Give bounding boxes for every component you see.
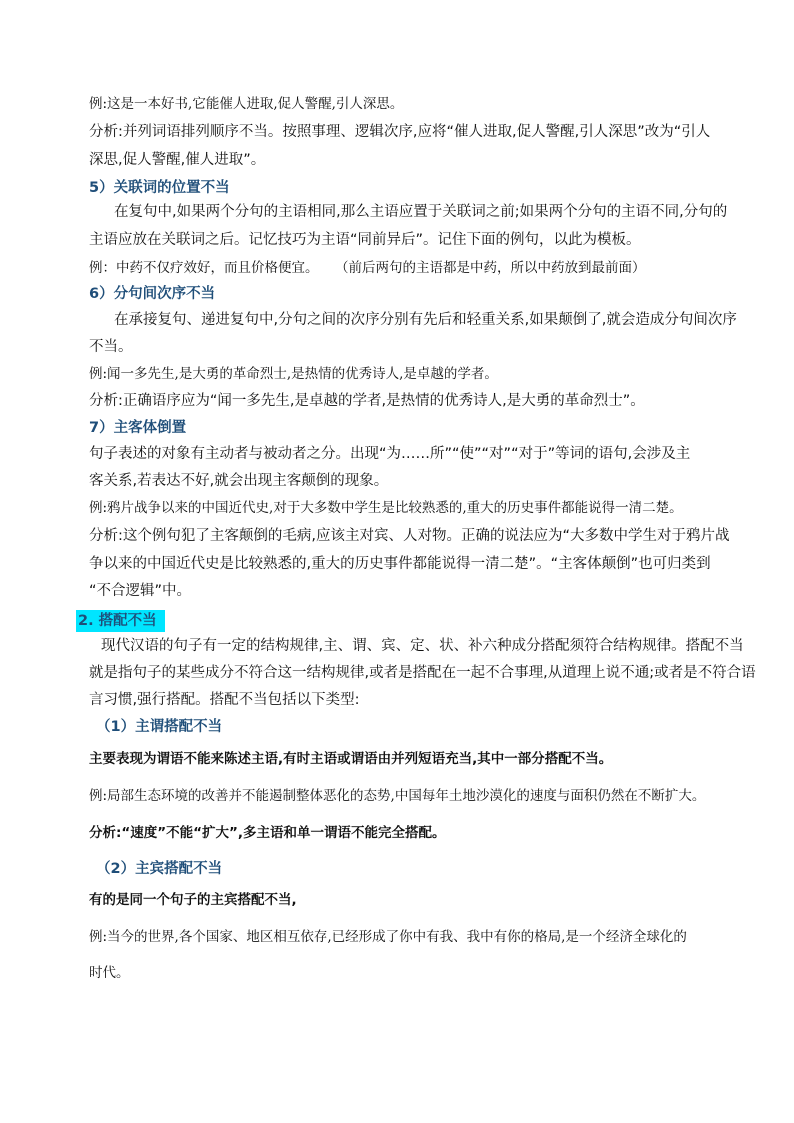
example-note: （前后两句的主语都是中药，所以中药放到最前面） bbox=[335, 260, 646, 276]
analysis-text-cont: 争以来的中国近代史是比较熟悉的,重大的历史事件都能说得一清二楚”。“主客体颠倒”也可归类到 bbox=[89, 556, 711, 572]
paragraph-text: 在承接复句、递进复句中,分句之间的次序分别有先后和轻重关系,如果颠倒了,就会造成分句间次序 bbox=[114, 312, 737, 328]
example-sentence: 例:鸦片战争以来的中国近代史,对于大多数中学生是比较熟悉的,重大的历史事件都能说得一清二楚。 bbox=[89, 500, 683, 516]
example-sentence: 例:当今的世界,各个国家、地区相互依存,已经形成了你中有我、我中有你的格局,是一个经济全球化的 bbox=[89, 929, 687, 945]
section-heading-7: 7）主客体倒置 bbox=[89, 420, 187, 436]
subsection-heading-2: （2）主宾搭配不当 bbox=[96, 861, 223, 877]
section-heading-2: 2. 搭配不当 bbox=[76, 610, 165, 632]
example-sentence: 例:局部生态环境的改善并不能遏制整体恶化的态势,中国每年土地沙漠化的速度与面积仍然在不断扩大。 bbox=[89, 788, 706, 804]
bold-description: 有的是同一个句子的主宾搭配不当, bbox=[89, 892, 297, 908]
section-heading-6: 6）分句间次序不当 bbox=[89, 286, 216, 302]
analysis-text: 分析:这个例句犯了主客颠倒的毛病,应该主对宾、人对物。正确的说法应为“大多数中学生对于鸦片战 bbox=[89, 528, 730, 544]
analysis-text-cont: “不合逻辑”中。 bbox=[89, 583, 192, 599]
example-sentence: 例:闻一多先生,是大勇的革命烈士,是热情的优秀诗人,是卓越的学者。 bbox=[89, 366, 498, 382]
analysis-text: 分析:“速度”不能“扩大”,多主语和单一谓语不能完全搭配。 bbox=[89, 825, 446, 841]
analysis-text-cont: 深思,促人警醒,催人进取”。 bbox=[89, 152, 266, 168]
analysis-text: 分析:正确语序应为“闻一多先生,是卓越的学者,是热情的优秀诗人,是大勇的革命烈士”。 bbox=[89, 393, 645, 409]
paragraph-text: 句子表述的对象有主动者与被动者之分。出现“为……所”“使”“对”“对于”等词的语句,会涉及主 bbox=[89, 446, 691, 462]
section-heading-5: 5）关联词的位置不当 bbox=[89, 180, 230, 196]
paragraph-text-cont: 就是指句子的某些成分不符合这一结构规律,或者是搭配在一起不合事理,从道理上说不通;或者是不符合语 bbox=[89, 665, 756, 681]
paragraph-text: 在复句中,如果两个分句的主语相同,那么主语应置于关联词之前;如果两个分句的主语不同,分句的 bbox=[114, 204, 728, 220]
example-sentence: 例：中药不仅疗效好，而且价格便宜。 bbox=[89, 260, 319, 276]
bold-description: 主要表现为谓语不能来陈述主语,有时主语或谓语由并列短语充当,其中一部分搭配不当。 bbox=[89, 751, 613, 767]
analysis-text: 分析:并列词语排列顺序不当。按照事理、逻辑次序,应将“催人进取,促人警醒,引人深思”改为“引人 bbox=[89, 124, 711, 140]
paragraph-text: 现代汉语的句子有一定的结构规律,主、谓、宾、定、状、补六种成分搭配须符合结构规律。搭配不当 bbox=[101, 638, 744, 654]
paragraph-text-cont: 言习惯,强行搭配。搭配不当包括以下类型: bbox=[89, 692, 360, 708]
paragraph-text-cont: 不当。 bbox=[89, 339, 133, 355]
paragraph-text-cont: 主语应放在关联词之后。记忆技巧为主语“同前异后”。记住下面的例句，以此为模板。 bbox=[89, 232, 641, 248]
example-sentence-cont: 时代。 bbox=[89, 965, 130, 981]
subsection-heading-1: （1）主谓搭配不当 bbox=[96, 719, 223, 735]
example-sentence: 例:这是一本好书,它能催人进取,促人警醒,引人深思。 bbox=[89, 96, 404, 112]
paragraph-text-cont: 客关系,若表达不好,就会出现主客颠倒的现象。 bbox=[89, 473, 389, 489]
